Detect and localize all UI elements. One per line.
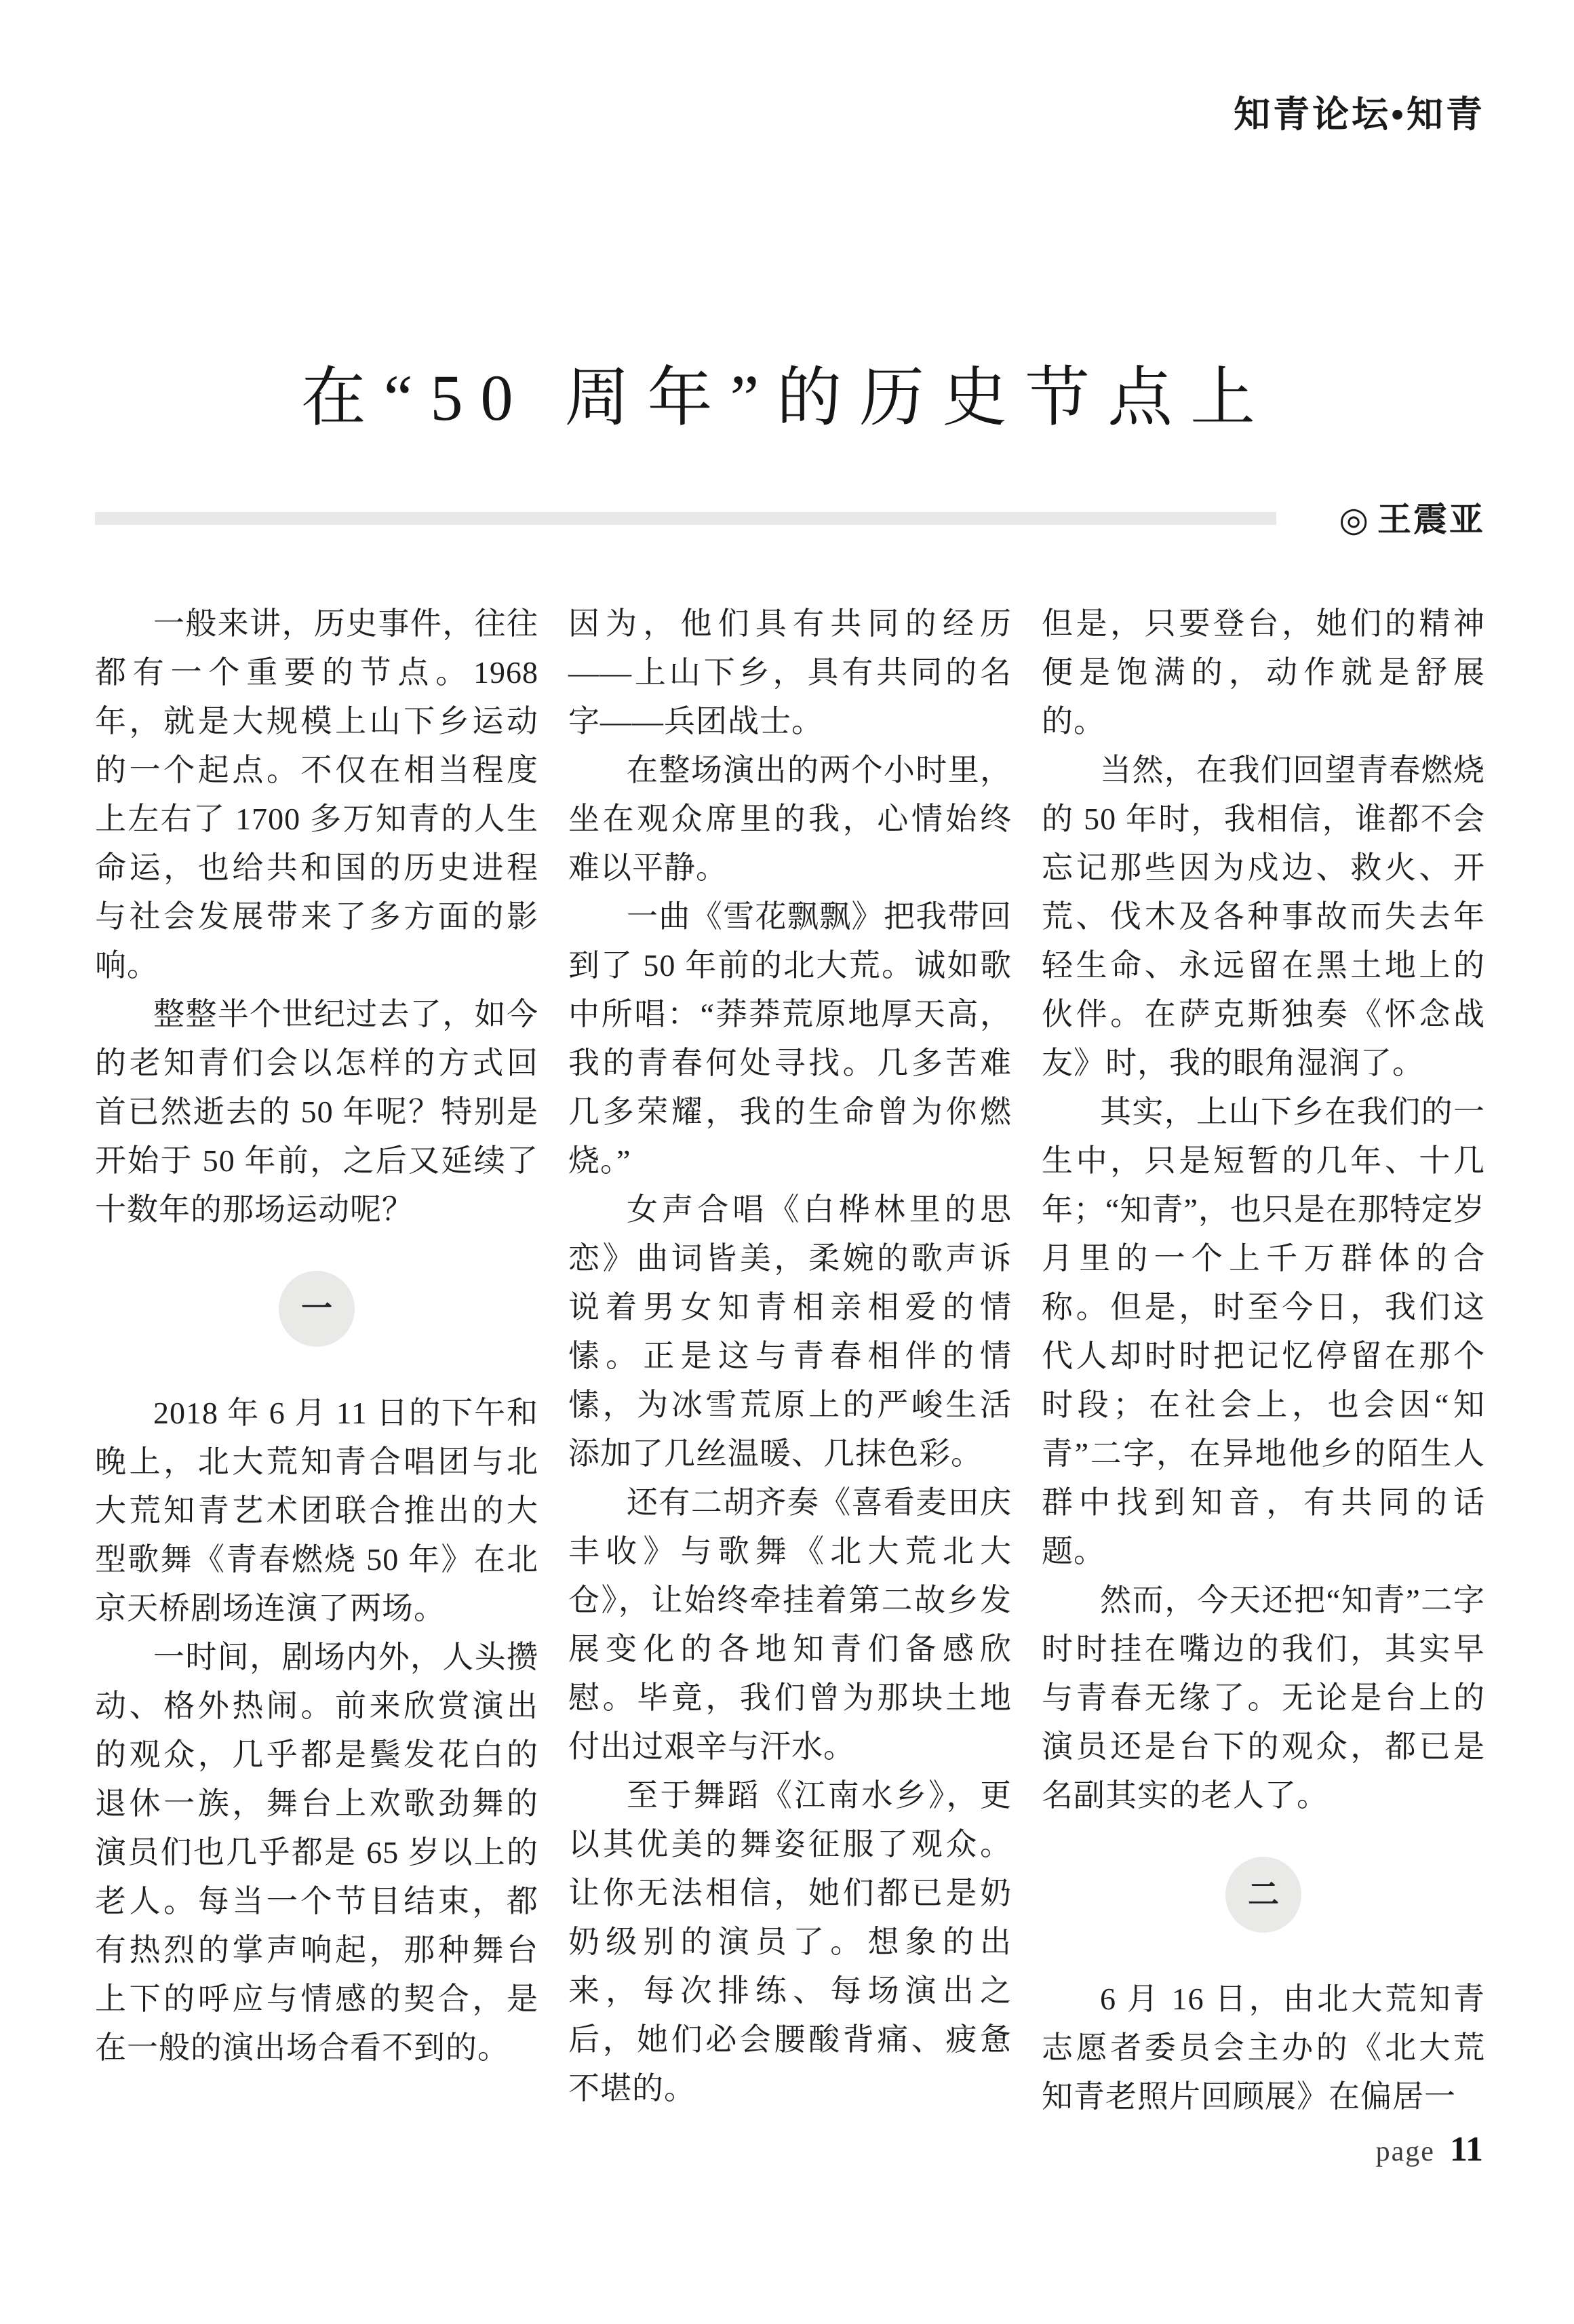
paragraph: 6 月 16 日，由北大荒知青志愿者委员会主办的《北大荒知青老照片回顾展》在偏居一 [1042,1982,1485,2114]
column-1 [95,599,538,2121]
paragraph: 女声合唱《白桦林里的思恋》曲词皆美，柔婉的歌声诉说着男女知青相亲相爱的情愫。正是这与青春相伴的情愫，为冰雪荒原上的严峻生活添加了几丝温暖、几抹色彩。 [568,1192,1012,1471]
paragraph: 在整场演出的两个小时里，坐在观众席里的我，心情始终难以平静。 [568,753,1012,885]
section-marker-two [1225,1857,1301,1933]
column-3 [1042,599,1485,2121]
paragraph: 整整半个世纪过去了，如今的老知青们会以怎样的方式回首已然逝去的 50 年呢？特别是开始于 50 年前，之后又延续了十数年的那场运动呢？ [95,997,538,1227]
paragraph: 至于舞蹈《江南水乡》，更以其优美的舞姿征服了观众。让你无法相信，她们都已是奶奶级别的演员了。想象的出来，每次排练、每场演出之后，她们必会腰酸背痛、疲惫不堪的。 [568,1778,1012,2106]
page-footer [1376,2129,1483,2169]
paragraph: 然而，今天还把“知青”二字时时挂在嘴边的我们，其实早与青春无缘了。无论是台上的演员还是台下的观众，都已是名副其实的老人了。 [1042,1583,1485,1813]
column-2 [568,599,1012,2121]
article-title: 在“50 周年”的历史节点上 [300,361,1274,435]
section-marker-one [279,1271,355,1347]
byline-rule [95,512,1276,525]
author-byline [1339,492,1485,541]
paragraph: 还有二胡齐奏《喜看麦田庆丰收》与歌舞《北大荒北大仓》，让始终牵挂着第二故乡发展变化的各地知青们备感欣慰。毕竟，我们曾为那块土地付出过艰辛与汗水。 [568,1485,1012,1764]
paragraph: 因为，他们具有共同的经历——上山下乡，具有共同的名字——兵团战士。 [568,606,1012,738]
paragraph: 一般来讲，历史事件，往往都有一个重要的节点。1968 年，就是大规模上山下乡运动的一个起点。不仅在相当程度上左右了 1700 多万知青的人生命运，也给共和国的历史进程与社会发展带来了多方面的影响。 [95,606,538,983]
article-columns [95,599,1485,2121]
page-number: 11 [1449,2130,1483,2169]
section-header: 知青论坛•知青 [1234,94,1485,135]
author-mark-icon: ◎ [1339,500,1371,538]
author-name: 王震亚 [1377,500,1485,538]
paragraph: 一时间，剧场内外，人头攒动、格外热闹。前来欣赏演出的观众，几乎都是鬓发花白的退休一族，舞台上欢歌劲舞的演员们也几乎都是 65 岁以上的老人。每当一个节目结束，都有热烈的掌声响起，那种舞台上下的呼应与情感的契合，是在一般的演出场合看不到的。 [95,1640,538,2065]
section-number: 一 [301,1291,332,1326]
paragraph: 但是，只要登台，她们的精神便是饱满的，动作就是舒展的。 [1042,606,1485,738]
paragraph: 其实，上山下乡在我们的一生中，只是短暂的几年、十几年；“知青”，也只是在那特定岁月里的一个上千万群体的合称。但是，时至今日，我们这代人却时时把记忆停留在那个时段；在社会上，也会因“知青”二字，在异地他乡的陌生人群中找到知音，有共同的话题。 [1042,1095,1485,1569]
paragraph: 一曲《雪花飘飘》把我带回到了 50 年前的北大荒。诚如歌中所唱：“莽莽荒原地厚天高，我的青春何处寻找。几多苦难几多荣耀，我的生命曾为你燃烧。” [568,899,1012,1178]
section-number: 二 [1248,1877,1279,1912]
page-footer-label: page [1375,2136,1435,2167]
paragraph: 当然，在我们回望青春燃烧的 50 年时，我相信，谁都不会忘记那些因为戍边、救火、开荒、伐木及各种事故而失去年轻生命、永远留在黑土地上的伙伴。在萨克斯独奏《怀念战友》时，我的眼角湿润了。 [1042,753,1485,1080]
paragraph: 2018 年 6 月 11 日的下午和晚上，北大荒知青合唱团与北大荒知青艺术团联合推出的大型歌舞《青春燃烧 50 年》在北京天桥剧场连演了两场。 [95,1396,538,1626]
